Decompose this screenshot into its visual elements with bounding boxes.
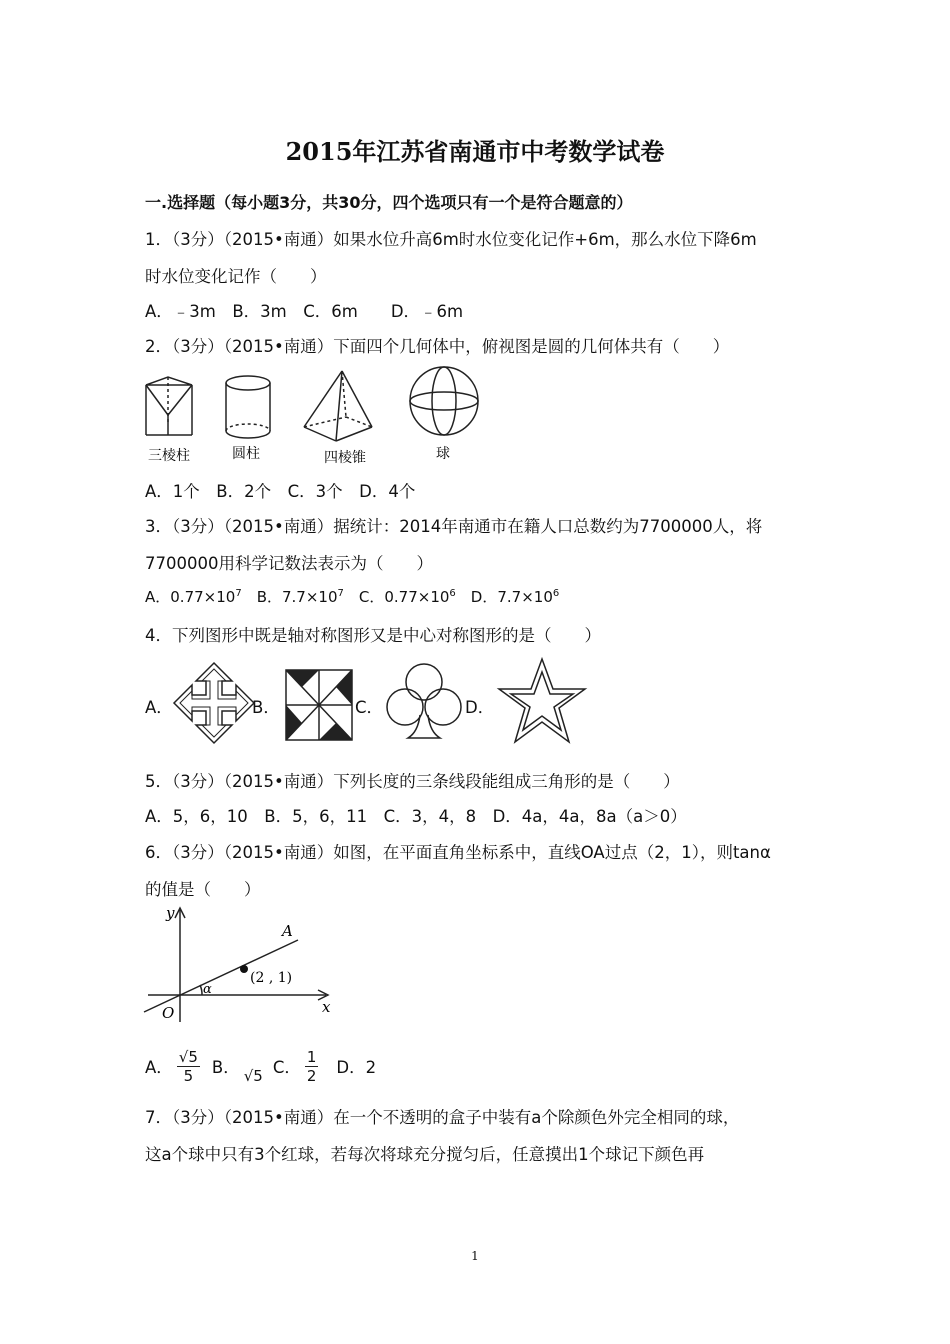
q6-fraction-c-denominator: 2 — [306, 1066, 317, 1085]
q6-fraction-a-numerator: √5 — [178, 1047, 198, 1066]
q2-options: A．1个 B．2个 C．3个 D．4个 — [145, 482, 416, 501]
point-a-label: A — [282, 922, 293, 940]
q3-options — [145, 586, 559, 607]
q3-option-b: B．7.7×10 — [241, 588, 338, 606]
q3-exp-b: 7 — [337, 588, 344, 599]
q3-option-c: C．0.77×10 — [343, 588, 450, 606]
q5-options: A．5，6，10 B．5，6，11 C．3，4，8 D．4a，4a，8a（a＞0） — [145, 807, 687, 826]
q6-fraction-c — [305, 1048, 319, 1085]
q4-label-d: D． — [465, 698, 495, 717]
q7-line2: 这a个球中只有3个红球，若每次将球充分搅匀后，任意摸出1个球记下颜色再 — [145, 1145, 705, 1164]
q6-option-c: C． — [272, 1058, 301, 1077]
four-arrows-icon — [172, 660, 256, 746]
page-title: 2015年江苏省南通市中考数学试卷 — [285, 137, 665, 166]
q6-fraction-a — [177, 1048, 200, 1085]
q4-line1: 4．下列图形中既是轴对称图形又是中心对称图形的是（ ） — [145, 626, 601, 645]
q5-line1: 5．（3分）（2015•南通）下列长度的三条线段能组成三角形的是（ ） — [145, 772, 680, 791]
club-icon — [384, 660, 464, 742]
label-cylinder: 圆柱 — [232, 446, 260, 462]
q1-options: A．﹣3m B．3m C．6m D．﹣6m — [145, 302, 464, 321]
page-number: 1 — [471, 1249, 479, 1263]
q6-option-b-value: √5 — [243, 1067, 263, 1085]
label-square-pyramid: 四棱锥 — [324, 450, 366, 466]
q3-exp-a: 7 — [235, 588, 242, 599]
q2-solids-figure — [140, 365, 500, 470]
q3-line2: 7700000用科学记数法表示为（ ） — [145, 554, 433, 573]
q6-fraction-c-numerator: 1 — [306, 1047, 317, 1066]
q4-label-c: C． — [355, 698, 384, 717]
q3-option-d: D．7.7×10 — [455, 588, 553, 606]
label-sphere: 球 — [436, 446, 450, 462]
q6-option-b: B． — [211, 1058, 240, 1077]
q6-fraction-a-denominator: 5 — [183, 1066, 194, 1085]
sphere-icon — [410, 367, 478, 435]
q1-line2: 时水位变化记作（ ） — [145, 267, 327, 286]
q3-exp-c: 6 — [449, 588, 456, 599]
q3-exp-d: 6 — [552, 588, 560, 599]
cylinder-icon — [226, 376, 270, 438]
q4-label-b: B． — [252, 698, 280, 717]
q6-option-a: A． — [145, 1058, 173, 1077]
q6-coordinate-graph — [140, 900, 340, 1030]
alpha-label: α — [203, 982, 212, 997]
label-triangular-prism: 三棱柱 — [148, 448, 190, 464]
q6-option-d: D．2 — [336, 1058, 377, 1077]
point-coordinates-label: (2 , 1) — [250, 970, 293, 986]
q1-line1: 1．（3分）（2015•南通）如果水位升高6m时水位变化记作+6m，那么水位下降6m — [145, 230, 757, 249]
axis-x-label: x — [322, 998, 331, 1016]
axis-y-label: y — [166, 904, 175, 922]
q4-label-a: A． — [145, 698, 173, 717]
q2-line1: 2．（3分）（2015•南通）下面四个几何体中，俯视图是圆的几何体共有（ ） — [145, 337, 730, 356]
square-pyramid-icon — [304, 371, 372, 441]
q3-option-a: A．0.77×10 — [145, 588, 236, 606]
origin-label: O — [162, 1004, 175, 1022]
q3-line1: 3．（3分）（2015•南通）据统计：2014年南通市在籍人口总数约为7700000人，将 — [145, 517, 763, 536]
q6-line2: 的值是（ ） — [145, 880, 261, 899]
q7-line1: 7．（3分）（2015•南通）在一个不透明的盒子中装有a个除颜色外完全相同的球， — [145, 1108, 740, 1127]
q6-line1: 6．（3分）（2015•南通）如图，在平面直角坐标系中，直线OA过点（2，1），则tanα — [145, 843, 771, 862]
section-heading: 一.选择题（每小题3分，共30分，四个选项只有一个是符合题意的） — [145, 193, 633, 212]
star-icon — [496, 656, 588, 746]
triangular-prism-icon — [146, 377, 192, 435]
pinwheel-icon — [284, 666, 356, 744]
q6-options — [145, 1042, 376, 1090]
